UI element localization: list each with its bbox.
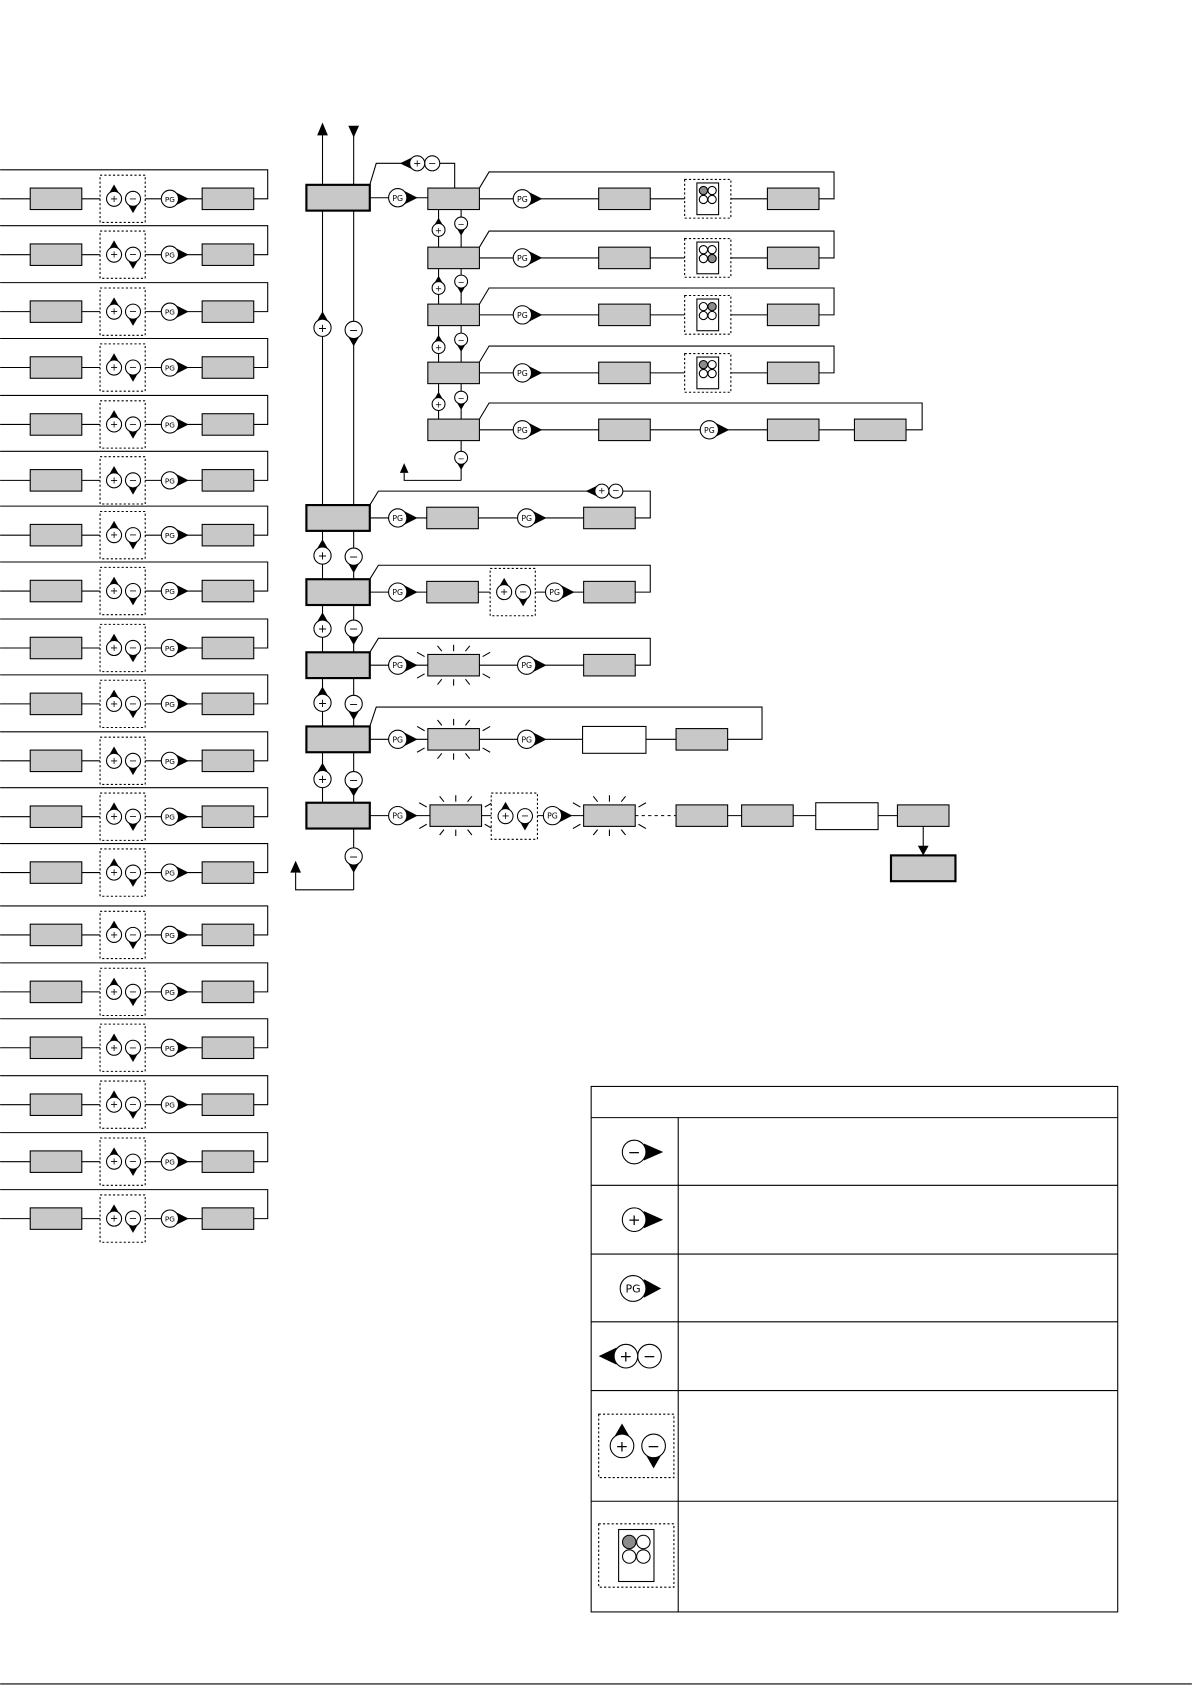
plus-minus-select-icon bbox=[100, 680, 145, 727]
display-box bbox=[584, 805, 636, 826]
value-box bbox=[202, 862, 254, 883]
plus-label: + bbox=[109, 811, 119, 823]
plus-label: + bbox=[109, 1042, 119, 1054]
parameter-box bbox=[599, 304, 651, 325]
minus-label: − bbox=[128, 193, 138, 205]
value-box bbox=[854, 419, 906, 440]
led-light-on bbox=[699, 361, 707, 369]
minus-label: − bbox=[128, 698, 138, 710]
pg-label: PG bbox=[164, 987, 175, 997]
plus-minus-select-icon bbox=[100, 344, 145, 391]
plus-minus-select-icon bbox=[100, 911, 145, 958]
minus-label: − bbox=[128, 1156, 138, 1168]
pg-label: PG bbox=[517, 368, 528, 378]
parameter-box bbox=[599, 188, 651, 209]
plus-minus-select-icon bbox=[599, 1414, 674, 1477]
plus-label: + bbox=[435, 342, 443, 353]
parameter-box bbox=[30, 806, 82, 827]
pg-label: PG bbox=[164, 756, 175, 766]
value-box bbox=[202, 580, 254, 601]
minus-label: − bbox=[128, 475, 138, 487]
plus-label: + bbox=[109, 306, 119, 318]
submenu-box bbox=[428, 247, 480, 268]
plus-minus-select-icon bbox=[100, 1081, 145, 1128]
minus-label: − bbox=[128, 306, 138, 318]
main-menu-box bbox=[306, 505, 369, 531]
plus-minus-select-icon bbox=[100, 512, 145, 559]
pg-label: PG bbox=[625, 1282, 641, 1296]
pg-label: PG bbox=[164, 1214, 175, 1224]
minus-label: − bbox=[128, 586, 138, 598]
value-box bbox=[767, 362, 819, 383]
plus-minus-select-icon bbox=[100, 1138, 145, 1185]
plus-minus-select-icon bbox=[100, 968, 145, 1015]
value-box bbox=[742, 805, 794, 826]
value-box bbox=[202, 637, 254, 658]
parameter-box bbox=[599, 362, 651, 383]
plus-label: + bbox=[627, 1211, 641, 1230]
plus-minus-select-icon bbox=[100, 624, 145, 671]
pg-label: PG bbox=[164, 531, 175, 541]
led-light-off bbox=[708, 246, 716, 254]
value-box bbox=[202, 1208, 254, 1229]
pg-label: PG bbox=[392, 735, 404, 745]
minus-label: − bbox=[647, 1437, 661, 1456]
minus-label: − bbox=[612, 486, 620, 497]
pg-label: PG bbox=[549, 588, 560, 598]
led-light-off bbox=[708, 311, 716, 319]
minus-label: − bbox=[128, 1099, 138, 1111]
parameter-box bbox=[427, 507, 479, 528]
plus-label: + bbox=[317, 321, 328, 335]
pg-label: PG bbox=[392, 514, 404, 524]
plus-minus-select-icon bbox=[100, 1195, 145, 1242]
value-box bbox=[202, 524, 254, 545]
pg-label: PG bbox=[517, 194, 528, 204]
plus-label: + bbox=[435, 399, 443, 410]
parameter-box bbox=[30, 693, 82, 714]
value-box bbox=[767, 247, 819, 268]
led-light-off bbox=[699, 302, 707, 310]
minus-label: − bbox=[348, 697, 359, 711]
led-light-off bbox=[623, 1550, 636, 1563]
value-box bbox=[202, 981, 254, 1002]
value-box bbox=[897, 805, 949, 826]
main-menu-box bbox=[306, 652, 369, 678]
led-light-off bbox=[708, 369, 716, 377]
pg-label: PG bbox=[164, 250, 175, 260]
led-light-off bbox=[699, 246, 707, 254]
plus-label: + bbox=[109, 249, 119, 261]
led-light-off bbox=[699, 369, 707, 377]
parameter-box bbox=[30, 244, 82, 265]
plus-label: + bbox=[109, 362, 119, 374]
value-box bbox=[202, 1151, 254, 1172]
parameter-box bbox=[30, 1208, 82, 1229]
led-light-off bbox=[699, 311, 707, 319]
led-light-on bbox=[623, 1535, 636, 1548]
plus-label: + bbox=[109, 475, 119, 487]
value-box bbox=[202, 693, 254, 714]
pg-label: PG bbox=[164, 476, 175, 486]
main-menu-box bbox=[306, 726, 369, 752]
plus-label: + bbox=[109, 1213, 119, 1225]
minus-label: − bbox=[128, 867, 138, 879]
minus-label: − bbox=[128, 1213, 138, 1225]
pg-label: PG bbox=[164, 420, 175, 430]
led-light-off bbox=[699, 195, 707, 203]
blank-step-box bbox=[816, 803, 878, 830]
pg-label: PG bbox=[392, 588, 404, 598]
plus-label: + bbox=[109, 193, 119, 205]
main-menu-box bbox=[306, 803, 369, 829]
parameter-box bbox=[30, 470, 82, 491]
plus-label: + bbox=[109, 755, 119, 767]
parameter-box bbox=[30, 924, 82, 945]
plus-minus-select-icon bbox=[490, 568, 535, 615]
display-box bbox=[428, 654, 480, 675]
value-box bbox=[584, 581, 636, 602]
minus-label: − bbox=[128, 1042, 138, 1054]
plus-minus-select-icon bbox=[100, 231, 145, 278]
value-box bbox=[202, 357, 254, 378]
led-light-off bbox=[637, 1550, 650, 1563]
submenu-box bbox=[428, 188, 480, 209]
parameter-box bbox=[30, 1151, 82, 1172]
plus-label: + bbox=[619, 1347, 633, 1366]
plus-minus-select-icon bbox=[100, 793, 145, 840]
minus-label: − bbox=[128, 811, 138, 823]
pg-label: PG bbox=[704, 425, 715, 435]
pg-label: PG bbox=[164, 868, 175, 878]
pg-label: PG bbox=[164, 699, 175, 709]
plus-label: + bbox=[500, 587, 509, 599]
main-menu-box bbox=[306, 185, 369, 211]
plus-minus-select-icon bbox=[100, 288, 145, 335]
plus-minus-select-icon bbox=[491, 793, 537, 839]
plus-minus-select-icon bbox=[100, 737, 145, 784]
pg-label: PG bbox=[517, 310, 528, 320]
pg-label: PG bbox=[164, 930, 175, 940]
legend-table bbox=[591, 1086, 1118, 1611]
parameter-box bbox=[30, 1037, 82, 1058]
pg-label: PG bbox=[392, 661, 404, 671]
value-box bbox=[202, 414, 254, 435]
led-light-off bbox=[708, 361, 716, 369]
plus-label: + bbox=[109, 419, 119, 431]
plus-label: + bbox=[598, 486, 606, 497]
plus-label: + bbox=[501, 811, 510, 823]
submenu-box bbox=[428, 419, 480, 440]
parameter-box bbox=[30, 862, 82, 883]
minus-label: − bbox=[519, 587, 528, 599]
minus-label: − bbox=[128, 643, 138, 655]
pg-label: PG bbox=[517, 425, 528, 435]
pg-label: PG bbox=[164, 363, 175, 373]
minus-label: − bbox=[457, 393, 465, 404]
parameter-box bbox=[30, 750, 82, 771]
plus-label: + bbox=[615, 1437, 629, 1456]
minus-label: − bbox=[428, 158, 437, 170]
parameter-box bbox=[30, 524, 82, 545]
minus-label: − bbox=[520, 811, 530, 823]
value-box bbox=[202, 1094, 254, 1115]
main-menu-box bbox=[306, 579, 369, 605]
parameter-box bbox=[599, 247, 651, 268]
minus-label: − bbox=[627, 1143, 641, 1162]
led-light-on bbox=[708, 254, 716, 262]
pg-label: PG bbox=[164, 1043, 175, 1053]
parameter-box bbox=[30, 981, 82, 1002]
minus-label: − bbox=[457, 335, 465, 346]
minus-label: − bbox=[348, 323, 359, 337]
pg-label: PG bbox=[521, 514, 533, 524]
parameter-box bbox=[30, 580, 82, 601]
led-light-on bbox=[708, 302, 716, 310]
plus-minus-select-icon bbox=[100, 567, 145, 614]
value-box bbox=[676, 729, 728, 750]
parameter-box bbox=[427, 581, 479, 602]
minus-label: − bbox=[348, 550, 359, 564]
plus-label: + bbox=[109, 643, 119, 655]
plus-label: + bbox=[109, 698, 119, 710]
plus-minus-select-icon bbox=[100, 175, 145, 222]
plus-minus-select-icon bbox=[100, 849, 145, 896]
value-box bbox=[202, 924, 254, 945]
pg-label: PG bbox=[164, 812, 175, 822]
plus-minus-select-icon bbox=[100, 1024, 145, 1071]
pg-label: PG bbox=[164, 587, 175, 597]
pg-label: PG bbox=[164, 644, 175, 654]
minus-label: − bbox=[643, 1347, 656, 1366]
pg-label: PG bbox=[521, 661, 533, 671]
minus-label: − bbox=[128, 755, 138, 767]
minus-label: − bbox=[348, 850, 359, 864]
plus-label: + bbox=[109, 867, 119, 879]
value-box bbox=[202, 1037, 254, 1058]
led-indicator-icon bbox=[599, 1524, 674, 1587]
plus-label: + bbox=[109, 586, 119, 598]
pg-label: PG bbox=[164, 307, 175, 317]
value-box bbox=[584, 507, 636, 528]
plus-label: + bbox=[317, 773, 328, 787]
pg-label: PG bbox=[164, 194, 175, 204]
pg-label: PG bbox=[164, 1157, 175, 1167]
value-box bbox=[202, 750, 254, 771]
parameter-box bbox=[30, 637, 82, 658]
led-indicator-icon bbox=[685, 354, 731, 393]
minus-label: − bbox=[457, 453, 465, 464]
plus-label: + bbox=[109, 530, 119, 542]
value-box bbox=[767, 304, 819, 325]
plus-label: + bbox=[317, 696, 328, 710]
value-box bbox=[202, 806, 254, 827]
value-box bbox=[584, 654, 636, 675]
plus-label: + bbox=[109, 1156, 119, 1168]
display-box bbox=[430, 805, 482, 826]
value-box bbox=[676, 805, 728, 826]
parameter-box bbox=[30, 414, 82, 435]
minus-label: − bbox=[128, 362, 138, 374]
value-box bbox=[202, 470, 254, 491]
parameter-box bbox=[599, 419, 651, 440]
led-light-off bbox=[708, 195, 716, 203]
minus-label: − bbox=[348, 622, 359, 636]
minus-label: − bbox=[457, 277, 465, 288]
minus-label: − bbox=[128, 419, 138, 431]
value-box bbox=[202, 244, 254, 265]
plus-minus-select-icon bbox=[100, 401, 145, 448]
minus-label: − bbox=[348, 774, 359, 788]
plus-minus-select-icon bbox=[100, 457, 145, 504]
plus-label: + bbox=[317, 622, 328, 636]
plus-label: + bbox=[435, 283, 443, 294]
led-light-off bbox=[637, 1535, 650, 1548]
led-light-off bbox=[699, 254, 707, 262]
pg-label: PG bbox=[392, 193, 404, 203]
submenu-box bbox=[428, 304, 480, 325]
plus-label: + bbox=[413, 158, 422, 170]
minus-label: − bbox=[128, 530, 138, 542]
minus-label: − bbox=[128, 249, 138, 261]
plus-label: + bbox=[109, 1099, 119, 1111]
led-light-on bbox=[699, 186, 707, 194]
plus-label: + bbox=[109, 929, 119, 941]
minus-label: − bbox=[128, 929, 138, 941]
pg-label: PG bbox=[547, 811, 558, 821]
plus-label: + bbox=[435, 225, 443, 236]
value-box bbox=[202, 188, 254, 209]
pg-label: PG bbox=[521, 735, 533, 745]
led-light-off bbox=[708, 186, 716, 194]
value-box bbox=[767, 419, 819, 440]
display-box bbox=[428, 729, 480, 750]
pg-label: PG bbox=[392, 811, 404, 821]
pg-label: PG bbox=[517, 253, 528, 263]
value-box bbox=[202, 301, 254, 322]
led-indicator-icon bbox=[685, 179, 731, 218]
parameter-box bbox=[30, 301, 82, 322]
plus-label: + bbox=[317, 549, 328, 563]
minus-label: − bbox=[457, 219, 465, 230]
value-box bbox=[767, 188, 819, 209]
parameter-box bbox=[30, 357, 82, 378]
submenu-box bbox=[428, 362, 480, 383]
led-indicator-icon bbox=[685, 239, 731, 278]
blank-step-box bbox=[583, 726, 646, 753]
parameter-box bbox=[30, 1094, 82, 1115]
result-box bbox=[891, 855, 955, 881]
minus-label: − bbox=[128, 986, 138, 998]
plus-label: + bbox=[109, 986, 119, 998]
led-indicator-icon bbox=[685, 296, 731, 335]
parameter-box bbox=[30, 188, 82, 209]
pg-label: PG bbox=[164, 1100, 175, 1110]
